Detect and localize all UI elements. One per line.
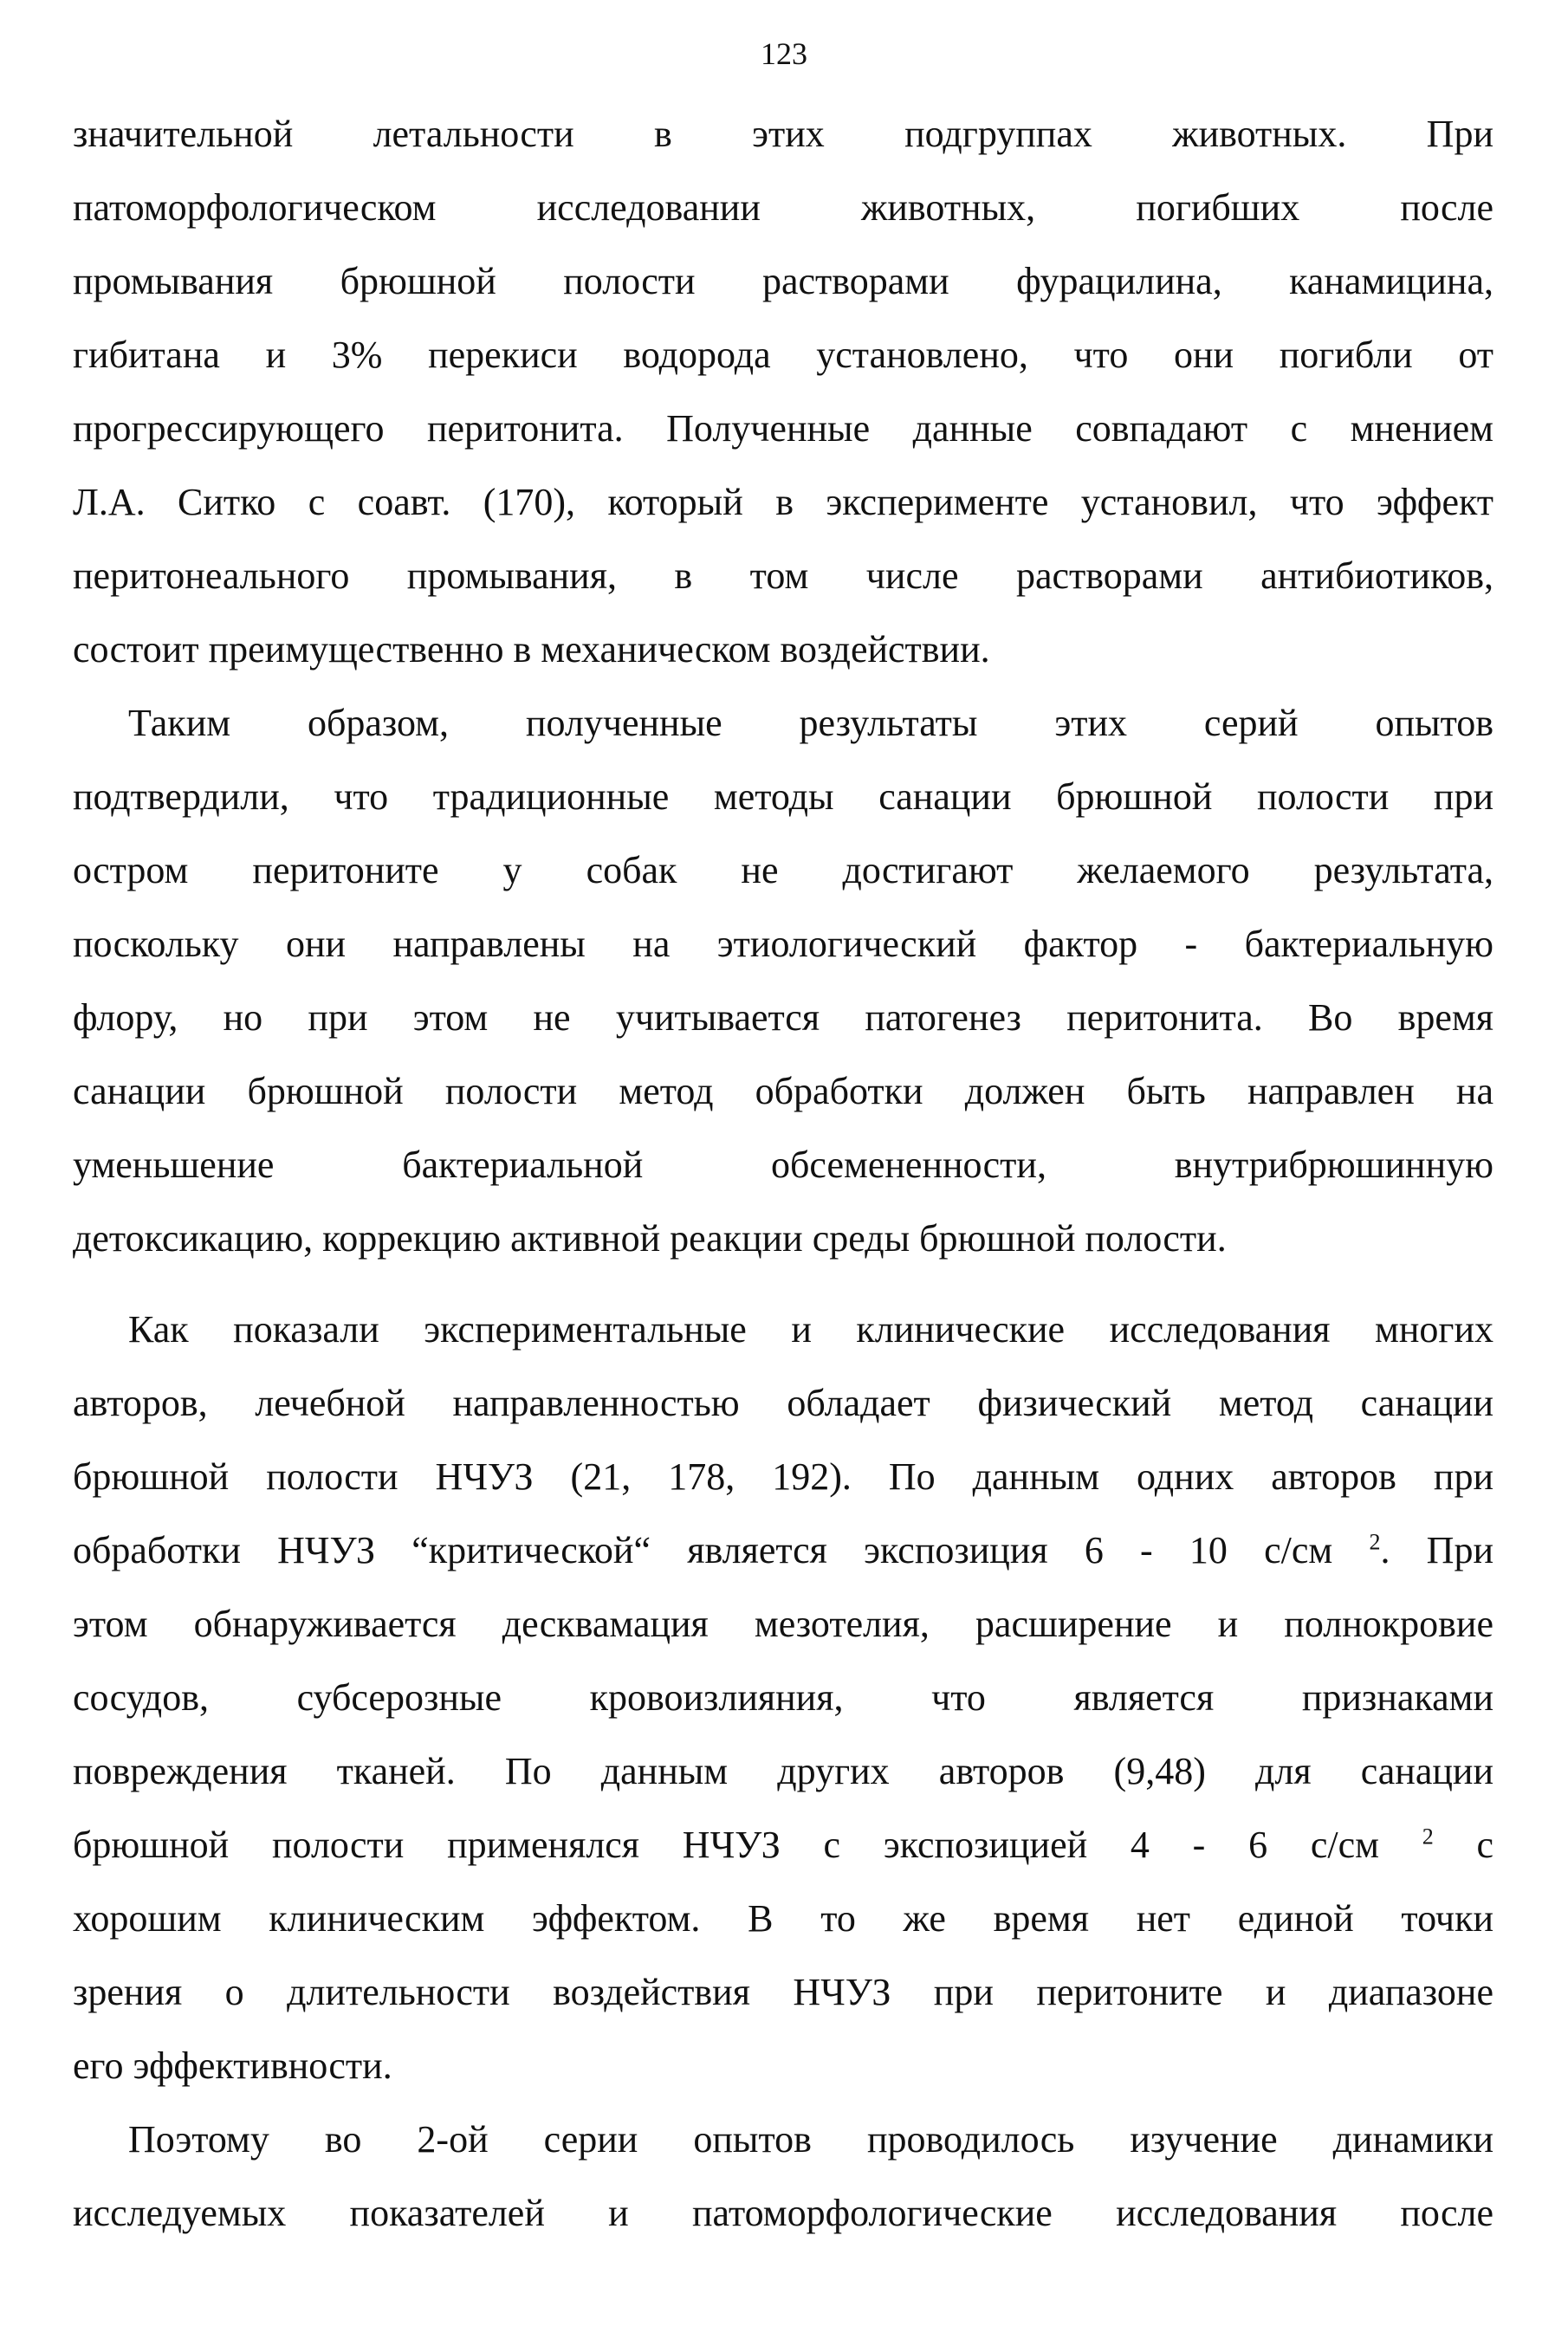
text-line: промывания брюшной полости растворами фурацилина, канамицина, (73, 260, 1493, 302)
line-text: . При (1380, 1529, 1493, 1571)
text-line: детоксикацию, коррекцию активной реакции среды брюшной полости. (73, 1217, 1227, 1260)
paragraph-2 (73, 686, 1493, 1275)
line-text: обработки НЧУЗ “критической“ является экспозиция 6 - 10 с/см (73, 1529, 1370, 1571)
paragraph-3 (73, 1293, 1493, 2103)
text-line: повреждения тканей. По данным других авторов (9,48) для санации (73, 1750, 1493, 1792)
text-line: флору, но при этом не учитывается патогенез перитонита. Во время (73, 996, 1493, 1039)
paragraph-gap (73, 1275, 1493, 1293)
text-line: значительной летальности в этих подгруппах животных. При (73, 113, 1493, 155)
text-line-with-superscript (73, 1808, 1493, 1882)
text-line: сосудов, субсерозные кровоизлияния, что является признаками (73, 1676, 1493, 1719)
text-line: Поэтому во 2-ой серии опытов проводилось изучение динамики (128, 2118, 1493, 2161)
superscript: 2 (1369, 1529, 1381, 1555)
text-line: уменьшение бактериальной обсемененности, внутрибрюшинную (73, 1144, 1493, 1186)
text-line: состоит преимущественно в механическом воздействии. (73, 628, 990, 671)
text-line: прогрессирующего перитонита. Полученные данные совпадают с мнением (73, 407, 1493, 450)
text-line: остром перитоните у собак не достигают желаемого результата, (73, 849, 1493, 891)
text-line: подтвердили, что традиционные методы санации брюшной полости при (73, 775, 1493, 818)
text-line: зрения о длительности воздействия НЧУЗ при перитоните и диапазоне (73, 1971, 1493, 2013)
text-line: перитонеального промывания, в том числе растворами антибиотиков, (73, 554, 1493, 597)
text-line: исследуемых показателей и патоморфологические исследования после (73, 2192, 1493, 2234)
text-line: хорошим клиническим эффектом. В то же время нет единой точки (73, 1897, 1493, 1940)
text-line: Как показали экспериментальные и клинические исследования многих (128, 1308, 1493, 1351)
text-line: этом обнаруживается десквамация мезотелия, расширение и полнокровие (73, 1603, 1493, 1645)
paragraph-1 (73, 97, 1493, 686)
text-line: Таким образом, полученные результаты этих серий опытов (128, 702, 1493, 744)
text-line: брюшной полости НЧУЗ (21, 178, 192). По данным одних авторов при (73, 1455, 1493, 1498)
text-line: патоморфологическом исследовании животных, погибших после (73, 186, 1493, 229)
text-line: его эффективности. (73, 2044, 392, 2087)
line-text: брюшной полости применялся НЧУЗ с экспозицией 4 - 6 с/см (73, 1824, 1422, 1866)
text-line: гибитана и 3% перекиси водорода установлено, что они погибли от (73, 334, 1493, 376)
superscript: 2 (1422, 1824, 1434, 1850)
text-line: Л.А. Ситко с соавт. (170), который в эксперименте установил, что эффект (73, 481, 1493, 523)
page-number: 123 (761, 36, 807, 71)
text-line: санации брюшной полости метод обработки должен быть направлен на (73, 1070, 1493, 1112)
paragraph-4 (73, 2103, 1493, 2250)
text-line: поскольку они направлены на этиологический фактор - бактериальную (73, 923, 1493, 965)
line-text: с (1433, 1824, 1494, 1866)
text-line-with-superscript (73, 1513, 1493, 1587)
page-text (73, 97, 1493, 2250)
text-line: авторов, лечебной направленностью обладает физический метод санации (73, 1382, 1493, 1424)
